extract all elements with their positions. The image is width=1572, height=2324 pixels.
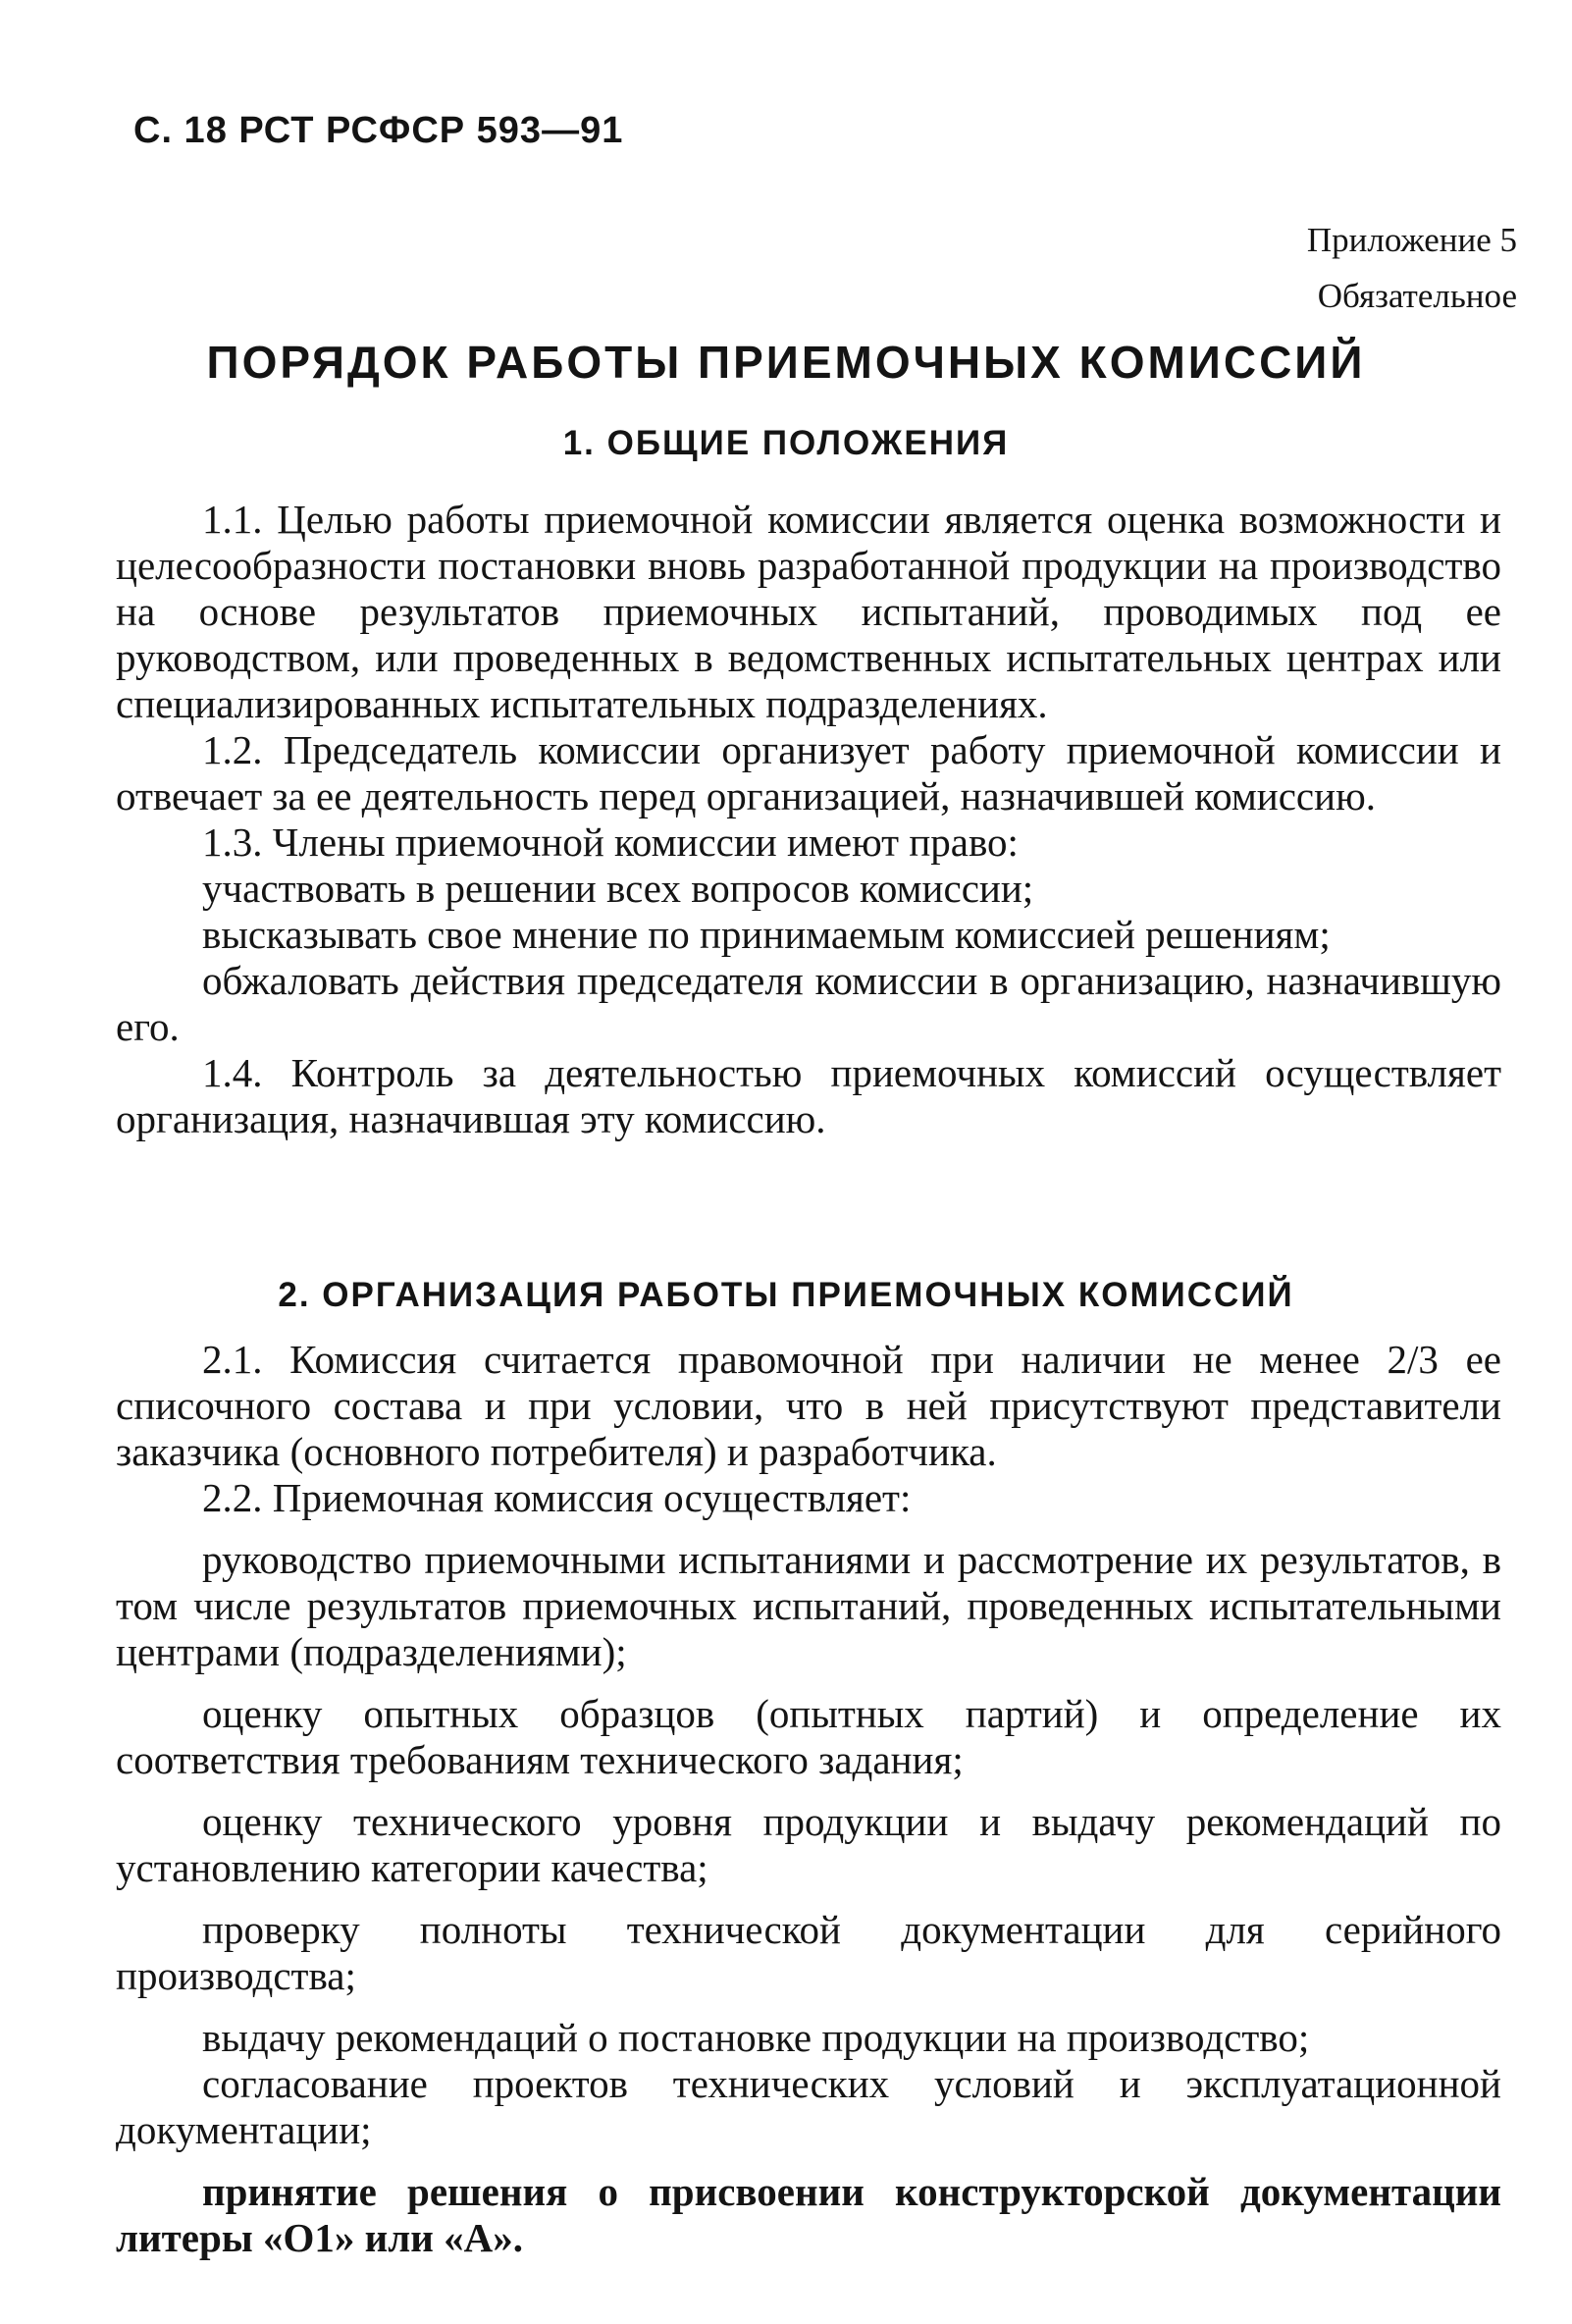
list-item: проверку полноты технической документации для серийного производства; — [116, 1907, 1501, 1998]
list-item: оценку технического уровня продукции и выдачу рекомендаций по установлению категории качества; — [116, 1799, 1501, 1890]
document-title: ПОРЯДОК РАБОТЫ ПРИЕМОЧНЫХ КОМИССИЙ — [206, 337, 1366, 388]
list-item: высказывать свое мнение по принимаемым комиссией решениям; — [202, 912, 1331, 957]
appendix-label-block — [1307, 212, 1517, 324]
paragraph-1-1: 1.1. Целью работы приемочной комиссии является оценка возможности и целесообразности постановки вновь разработанной продукции на производство на основе результатов приемочных испытаний, проводимых под ее руководством, или проведенных в ведомственных испытательных центрах или специализированных испытательных подразделениях. — [116, 497, 1501, 726]
section-2-heading: 2. ОРГАНИЗАЦИЯ РАБОТЫ ПРИЕМОЧНЫХ КОМИССИЙ — [278, 1276, 1294, 1314]
section-2-body — [116, 1337, 1501, 2261]
list-item: согласование проектов технических условий и эксплуатационной документации; — [116, 2061, 1501, 2152]
appendix-number: Приложение 5 — [1306, 221, 1517, 259]
paragraph-1-3: 1.3. Члены приемочной комиссии имеют право: — [202, 819, 1019, 865]
running-head: С. 18 РСТ РСФСР 593—91 — [133, 110, 624, 151]
list-item: обжаловать действия председателя комиссии в организацию, назначившую его. — [116, 958, 1501, 1049]
section-1-body — [116, 497, 1501, 1142]
list-item: оценку опытных образцов (опытных партий) и определение их соответствия требованиям технического задания; — [116, 1691, 1501, 1782]
paragraph-2-2: 2.2. Приемочная комиссия осуществляет: — [202, 1475, 912, 1520]
list-item: выдачу рекомендаций о постановке продукции на производство; — [202, 2015, 1310, 2060]
list-item: участвовать в решении всех вопросов комиссии; — [202, 866, 1034, 911]
paragraph-2-1: 2.1. Комиссия считается правомочной при наличии не менее 2/3 ее списочного состава и при условии, что в ней присутствуют представители заказчика (основного потребителя) и разработчика. — [116, 1337, 1501, 1474]
list-item: руководство приемочными испытаниями и рассмотрение их результатов, в том числе результатов приемочных испытаний, проведенных испытательными центрами (подразделениями); — [116, 1537, 1501, 1674]
section-1-heading: 1. ОБЩИЕ ПОЛОЖЕНИЯ — [562, 424, 1010, 462]
appendix-status: Обязательное — [1317, 277, 1517, 315]
paragraph-1-4: 1.4. Контроль за деятельностью приемочных комиссий осуществляет организация, назначившая эту комиссию. — [116, 1050, 1501, 1141]
paragraph-1-2: 1.2. Председатель комиссии организует работу приемочной комиссии и отвечает за ее деятельность перед организацией, назначившей комиссию. — [116, 727, 1501, 819]
list-item: принятие решения о присвоении конструкторской документации литеры «О1» или «А». — [116, 2169, 1501, 2260]
